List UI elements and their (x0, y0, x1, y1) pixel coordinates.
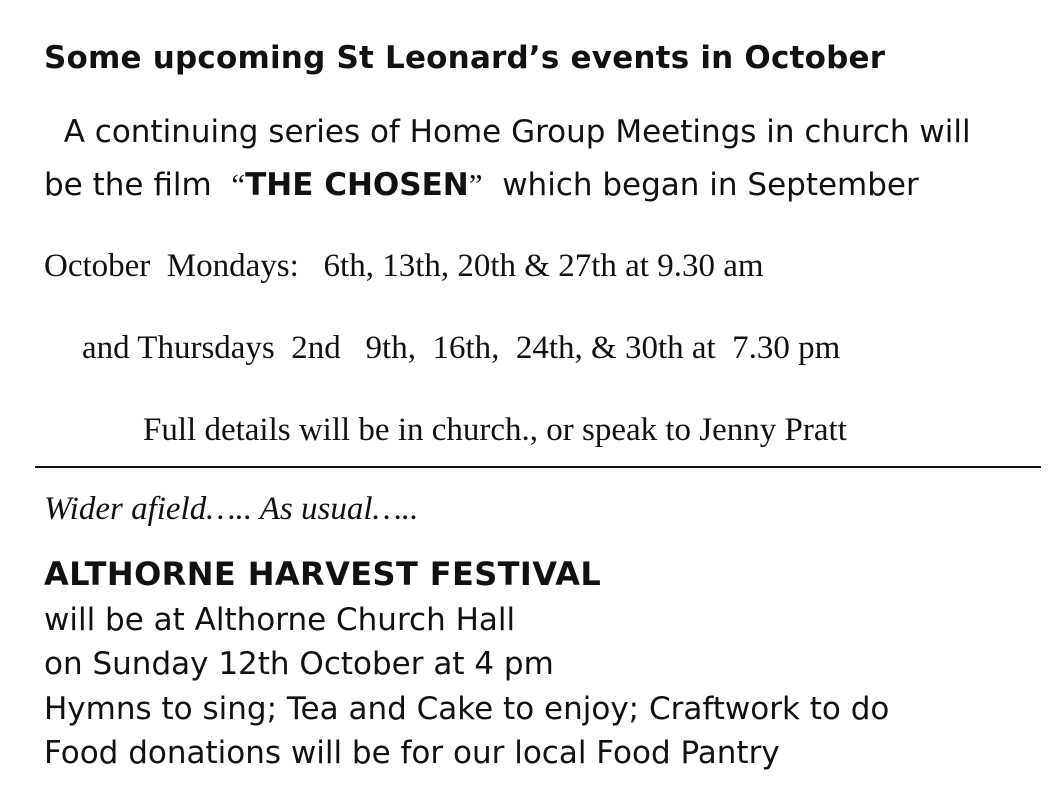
film-close-quote: ” (468, 167, 483, 202)
wider-afield-heading: Wider afield….. As usual….. (44, 491, 419, 527)
harvest-festival-title: ALTHORNE HARVEST FESTIVAL (44, 555, 602, 593)
home-group-intro-line-2 (44, 167, 919, 203)
home-group-intro-line-1 (44, 114, 971, 150)
harvest-venue: will be at Althorne Church Hall (44, 602, 516, 638)
film-open-quote: “ (231, 167, 246, 202)
harvest-date: on Sunday 12th October at 4 pm (44, 646, 554, 682)
mondays-schedule: October Mondays: 6th, 13th, 20th & 27th at 9.30 am (44, 248, 764, 284)
film-title: THE CHOSEN (245, 167, 469, 203)
film-suffix: which began in September (502, 167, 919, 203)
details-note: Full details will be in church., or speak to Jenny Pratt (143, 412, 847, 448)
section-divider (35, 466, 1041, 468)
thursdays-schedule: and Thursdays 2nd 9th, 16th, 24th, & 30th at 7.30 pm (82, 330, 841, 366)
harvest-donations: Food donations will be for our local Food Pantry (44, 735, 780, 771)
harvest-activities: Hymns to sing; Tea and Cake to enjoy; Craftwork to do (44, 691, 890, 727)
home-group-intro-text: A continuing series of Home Group Meetings in church will (63, 114, 971, 150)
film-prefix: be the film (44, 167, 212, 203)
page-heading: Some upcoming St Leonard’s events in October (44, 40, 886, 76)
